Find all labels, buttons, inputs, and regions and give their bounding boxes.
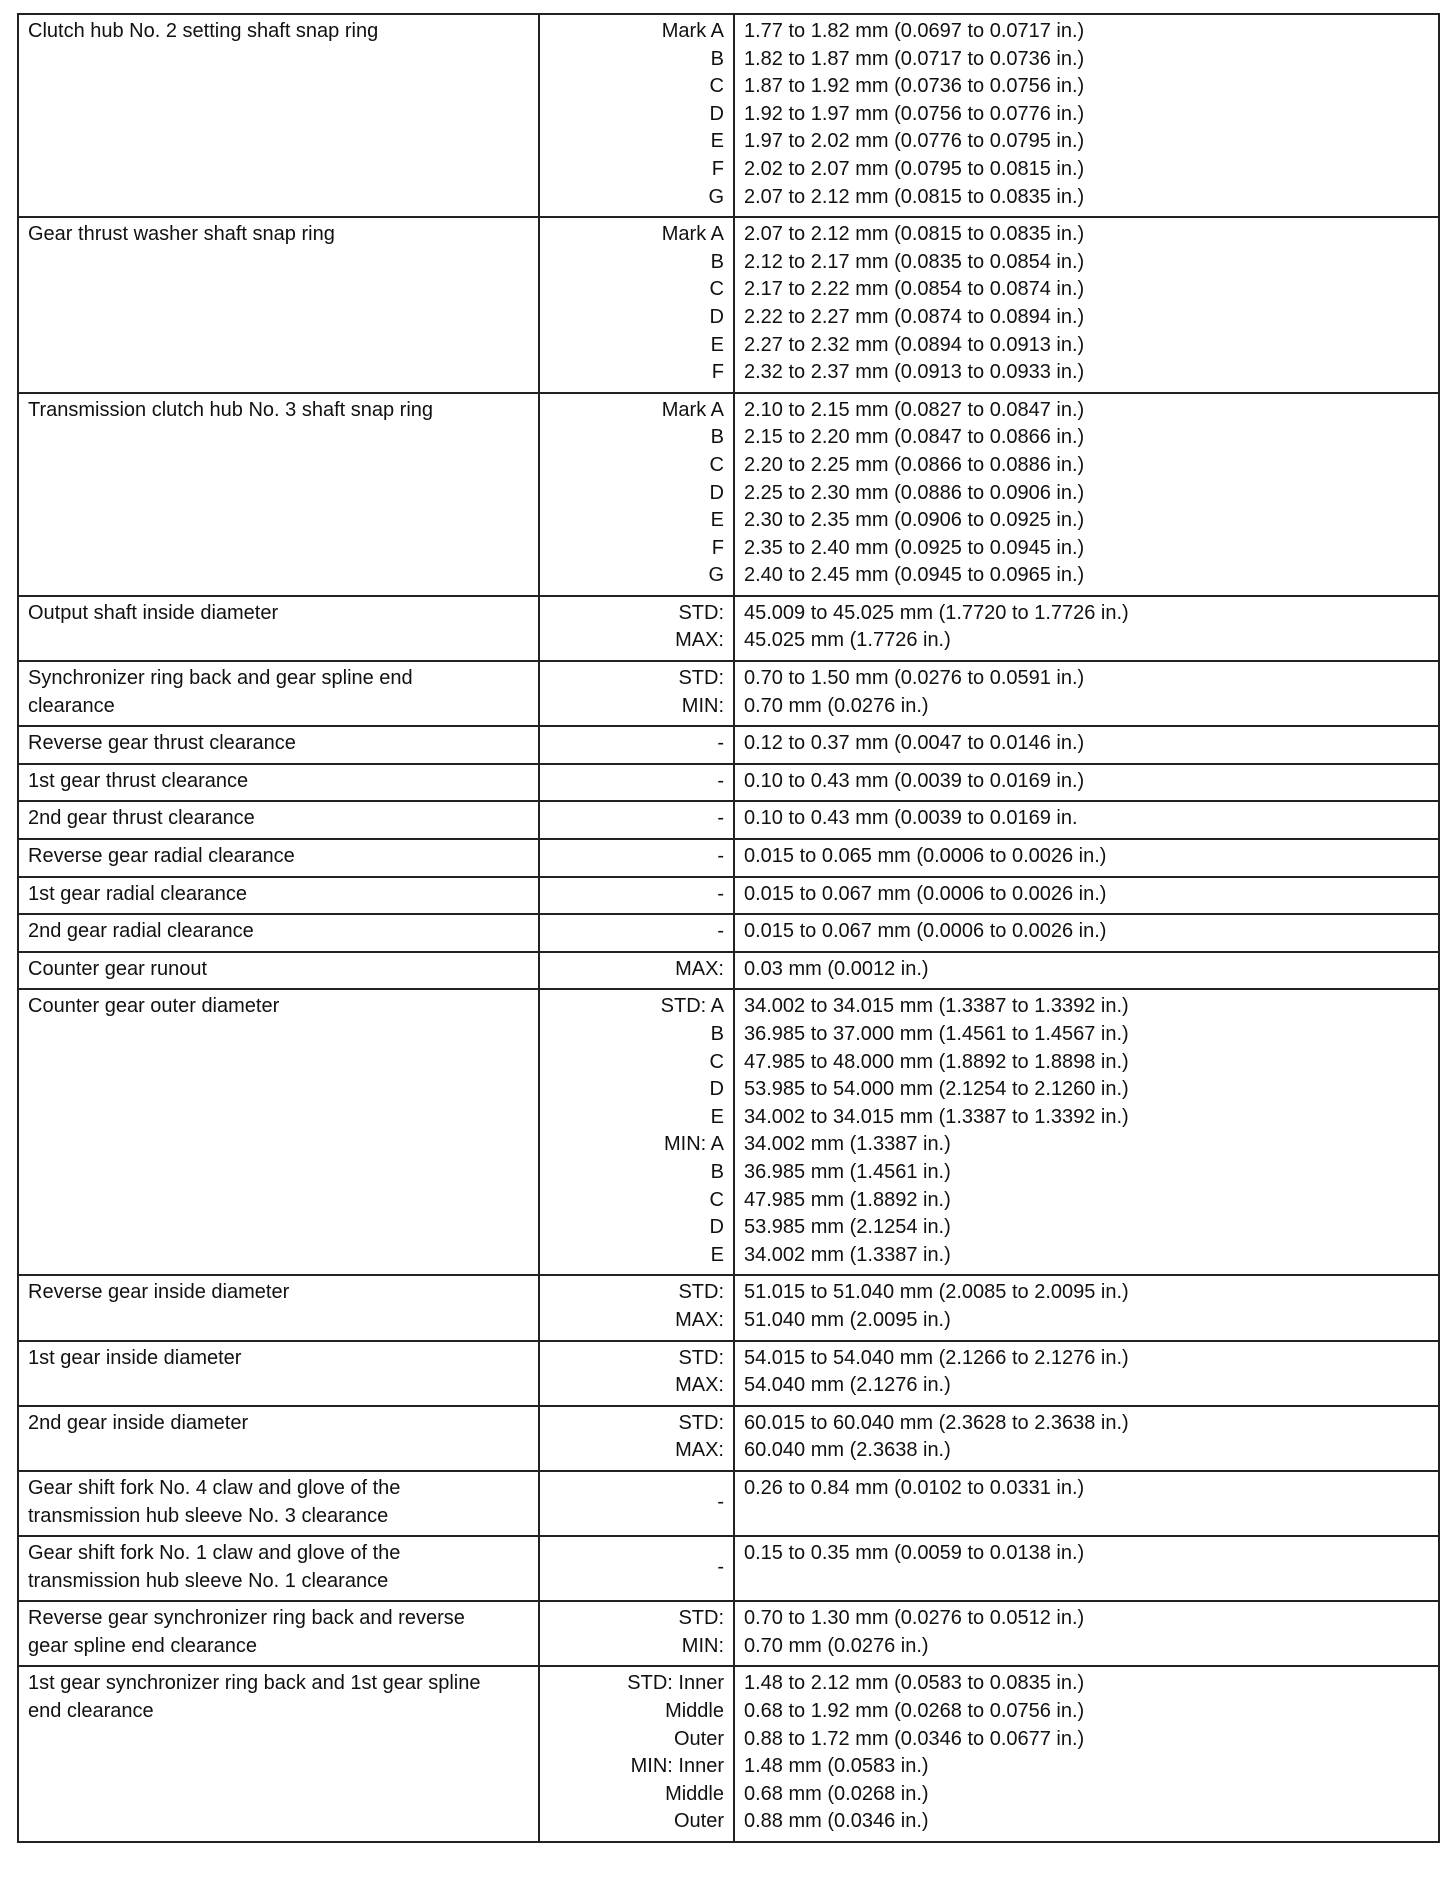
spec-value: 1.48 to 2.12 mm (0.0583 to 0.0835 in.) bbox=[744, 1672, 1085, 1695]
spec-value: 60.015 to 60.040 mm (2.3628 to 2.3638 in.) bbox=[744, 1411, 1129, 1434]
condition-label: STD: bbox=[678, 667, 724, 690]
condition-label: Outer bbox=[673, 1727, 724, 1750]
value-cell bbox=[734, 596, 1439, 661]
condition-cell bbox=[539, 726, 734, 764]
spec-value: 2.32 to 2.37 mm (0.0913 to 0.0933 in.) bbox=[744, 361, 1085, 384]
item-cell bbox=[18, 764, 539, 802]
value-cell bbox=[734, 801, 1439, 839]
condition-cell bbox=[539, 1471, 734, 1536]
spec-value: 54.040 mm (2.1276 in.) bbox=[744, 1374, 951, 1397]
condition-cell bbox=[539, 14, 734, 217]
condition-label: C bbox=[709, 1050, 724, 1073]
table-row bbox=[18, 1536, 1439, 1601]
condition-cell bbox=[539, 1536, 734, 1601]
item-label-line: Gear shift fork No. 1 claw and glove of the bbox=[28, 1542, 401, 1565]
condition-label: - bbox=[717, 882, 724, 905]
condition-label: STD: bbox=[678, 1281, 724, 1304]
spec-value: 2.40 to 2.45 mm (0.0945 to 0.0965 in.) bbox=[744, 564, 1085, 587]
item-label-line: clearance bbox=[28, 694, 115, 717]
condition-label: G bbox=[708, 185, 724, 208]
spec-value: 2.27 to 2.32 mm (0.0894 to 0.0913 in.) bbox=[744, 333, 1085, 356]
spec-value: 53.985 to 54.000 mm (2.1254 to 2.1260 in.) bbox=[744, 1078, 1129, 1101]
spec-value: 34.002 mm (1.3387 in.) bbox=[744, 1133, 951, 1156]
spec-value: 34.002 to 34.015 mm (1.3387 to 1.3392 in.) bbox=[744, 1105, 1129, 1128]
condition-label: Mark A bbox=[661, 398, 724, 421]
item-label-line: transmission hub sleeve No. 1 clearance bbox=[28, 1569, 389, 1592]
condition-label: - bbox=[717, 845, 724, 868]
item-cell bbox=[18, 801, 539, 839]
item-label: Counter gear runout bbox=[28, 957, 208, 980]
condition-label: C bbox=[709, 75, 724, 98]
item-label: 1st gear thrust clearance bbox=[28, 769, 249, 792]
spec-value: 0.70 to 1.30 mm (0.0276 to 0.0512 in.) bbox=[744, 1607, 1085, 1630]
spec-value: 0.70 to 1.50 mm (0.0276 to 0.0591 in.) bbox=[744, 667, 1085, 690]
item-label-line: transmission hub sleeve No. 3 clearance bbox=[28, 1504, 389, 1527]
spec-value: 53.985 mm (2.1254 in.) bbox=[744, 1216, 951, 1239]
spec-value: 36.985 to 37.000 mm (1.4561 to 1.4567 in.) bbox=[744, 1023, 1129, 1045]
condition-label: MAX: bbox=[675, 1374, 724, 1397]
condition-cell bbox=[539, 661, 734, 726]
spec-value: 1.82 to 1.87 mm (0.0717 to 0.0736 in.) bbox=[744, 47, 1085, 70]
item-cell bbox=[18, 726, 539, 764]
spec-value: 47.985 mm (1.8892 in.) bbox=[744, 1188, 951, 1211]
value-cell bbox=[734, 661, 1439, 726]
spec-value: 2.22 to 2.27 mm (0.0874 to 0.0894 in.) bbox=[744, 305, 1085, 328]
spec-value: 2.10 to 2.15 mm (0.0827 to 0.0847 in.) bbox=[744, 398, 1085, 421]
condition-label: G bbox=[708, 564, 724, 587]
item-cell bbox=[18, 1471, 539, 1536]
item-label-line: end clearance bbox=[28, 1700, 154, 1723]
table-row bbox=[18, 989, 1439, 1275]
spec-value: 34.002 to 34.015 mm (1.3387 to 1.3392 in.) bbox=[744, 995, 1129, 1018]
condition-label: STD: bbox=[678, 1607, 724, 1630]
spec-value: 0.15 to 0.35 mm (0.0059 to 0.0138 in.) bbox=[744, 1542, 1085, 1565]
table-row bbox=[18, 217, 1439, 393]
table-row bbox=[18, 726, 1439, 764]
spec-value: 0.88 to 1.72 mm (0.0346 to 0.0677 in.) bbox=[744, 1727, 1085, 1750]
value-cell bbox=[734, 217, 1439, 393]
item-cell bbox=[18, 14, 539, 217]
spec-value: 2.35 to 2.40 mm (0.0925 to 0.0945 in.) bbox=[744, 536, 1085, 559]
condition-cell bbox=[539, 914, 734, 952]
item-cell bbox=[18, 1341, 539, 1406]
value-cell bbox=[734, 393, 1439, 596]
table-row bbox=[18, 952, 1439, 990]
item-label: Reverse gear thrust clearance bbox=[28, 732, 296, 755]
item-label: Reverse gear radial clearance bbox=[28, 845, 295, 868]
spec-value: 54.015 to 54.040 mm (2.1266 to 2.1276 in.) bbox=[744, 1346, 1129, 1369]
condition-label: Outer bbox=[673, 1810, 724, 1833]
spec-table bbox=[17, 13, 1440, 1843]
spec-value: 1.87 to 1.92 mm (0.0736 to 0.0756 in.) bbox=[744, 75, 1085, 98]
condition-label: MIN: Inner bbox=[630, 1755, 724, 1778]
item-label: 2nd gear thrust clearance bbox=[28, 807, 255, 830]
spec-value: 51.040 mm (2.0095 in.) bbox=[744, 1308, 951, 1331]
table-row bbox=[18, 877, 1439, 915]
item-cell bbox=[18, 989, 539, 1275]
spec-value: 0.015 to 0.065 mm (0.0006 to 0.0026 in.) bbox=[744, 845, 1107, 868]
condition-label: B bbox=[710, 1023, 724, 1045]
item-label: 1st gear inside diameter bbox=[28, 1346, 242, 1369]
item-cell bbox=[18, 596, 539, 661]
condition-label: MAX: bbox=[675, 1308, 724, 1331]
condition-label: B bbox=[710, 250, 724, 273]
spec-value: 0.03 mm (0.0012 in.) bbox=[744, 957, 929, 980]
item-cell bbox=[18, 877, 539, 915]
condition-label: E bbox=[710, 130, 724, 153]
condition-label: B bbox=[710, 426, 724, 449]
spec-value: 2.07 to 2.12 mm (0.0815 to 0.0835 in.) bbox=[744, 223, 1085, 246]
item-cell bbox=[18, 661, 539, 726]
condition-label: C bbox=[709, 278, 724, 301]
spec-value: 2.20 to 2.25 mm (0.0866 to 0.0886 in.) bbox=[744, 453, 1085, 476]
spec-value: 2.02 to 2.07 mm (0.0795 to 0.0815 in.) bbox=[744, 157, 1085, 180]
condition-label: - bbox=[717, 1490, 724, 1513]
spec-value: 0.70 mm (0.0276 in.) bbox=[744, 694, 929, 717]
condition-label: - bbox=[717, 732, 724, 755]
condition-cell bbox=[539, 1666, 734, 1842]
item-label-line: 1st gear synchronizer ring back and 1st gear spline bbox=[28, 1672, 481, 1695]
value-cell bbox=[734, 1341, 1439, 1406]
spec-value: 0.015 to 0.067 mm (0.0006 to 0.0026 in.) bbox=[744, 920, 1107, 943]
condition-label: E bbox=[710, 1105, 724, 1128]
condition-cell bbox=[539, 393, 734, 596]
condition-label: - bbox=[717, 920, 724, 943]
spec-value: 0.12 to 0.37 mm (0.0047 to 0.0146 in.) bbox=[744, 732, 1085, 755]
table-row bbox=[18, 393, 1439, 596]
condition-label: STD: bbox=[678, 1346, 724, 1369]
spec-value: 34.002 mm (1.3387 in.) bbox=[744, 1243, 951, 1266]
condition-label: STD: A bbox=[660, 995, 724, 1018]
condition-label: D bbox=[709, 305, 724, 328]
item-label-line: Synchronizer ring back and gear spline end bbox=[28, 667, 413, 690]
condition-label: E bbox=[710, 509, 724, 532]
table-row bbox=[18, 1601, 1439, 1666]
value-cell bbox=[734, 1275, 1439, 1340]
spec-value: 1.77 to 1.82 mm (0.0697 to 0.0717 in.) bbox=[744, 20, 1085, 42]
condition-label: MIN: bbox=[681, 694, 724, 717]
item-cell bbox=[18, 1536, 539, 1601]
item-cell bbox=[18, 393, 539, 596]
item-cell bbox=[18, 839, 539, 877]
table-row bbox=[18, 596, 1439, 661]
item-cell bbox=[18, 1275, 539, 1340]
spec-value: 0.015 to 0.067 mm (0.0006 to 0.0026 in.) bbox=[744, 882, 1107, 905]
spec-value: 2.17 to 2.22 mm (0.0854 to 0.0874 in.) bbox=[744, 278, 1085, 301]
spec-value: 51.015 to 51.040 mm (2.0085 to 2.0095 in.) bbox=[744, 1281, 1129, 1304]
condition-cell bbox=[539, 877, 734, 915]
value-cell bbox=[734, 839, 1439, 877]
value-cell bbox=[734, 1536, 1439, 1601]
table-row bbox=[18, 1406, 1439, 1471]
condition-label: F bbox=[711, 361, 724, 384]
condition-label: MAX: bbox=[675, 1439, 724, 1462]
spec-value: 0.68 to 1.92 mm (0.0268 to 0.0756 in.) bbox=[744, 1700, 1085, 1723]
condition-label: D bbox=[709, 1216, 724, 1239]
spec-value: 45.009 to 45.025 mm (1.7720 to 1.7726 in.) bbox=[744, 601, 1129, 624]
spec-value: 60.040 mm (2.3638 in.) bbox=[744, 1439, 951, 1462]
condition-label: F bbox=[711, 536, 724, 559]
value-cell bbox=[734, 1471, 1439, 1536]
spec-value: 0.70 mm (0.0276 in.) bbox=[744, 1634, 929, 1657]
value-cell bbox=[734, 1666, 1439, 1842]
item-cell bbox=[18, 952, 539, 990]
spec-value: 2.25 to 2.30 mm (0.0886 to 0.0906 in.) bbox=[744, 481, 1085, 504]
condition-label: STD: bbox=[678, 601, 724, 624]
value-cell bbox=[734, 764, 1439, 802]
condition-label: D bbox=[709, 1078, 724, 1101]
item-label: Gear thrust washer shaft snap ring bbox=[28, 223, 335, 246]
spec-value: 47.985 to 48.000 mm (1.8892 to 1.8898 in.) bbox=[744, 1050, 1129, 1073]
item-label: Output shaft inside diameter bbox=[28, 601, 279, 624]
item-label: Clutch hub No. 2 setting shaft snap ring bbox=[28, 20, 379, 42]
spec-value: 36.985 mm (1.4561 in.) bbox=[744, 1160, 951, 1183]
condition-cell bbox=[539, 1275, 734, 1340]
condition-label: Mark A bbox=[661, 20, 724, 42]
condition-cell bbox=[539, 839, 734, 877]
condition-label: B bbox=[710, 47, 724, 70]
item-cell bbox=[18, 1666, 539, 1842]
condition-cell bbox=[539, 217, 734, 393]
value-cell bbox=[734, 914, 1439, 952]
condition-cell bbox=[539, 1341, 734, 1406]
item-label: 2nd gear inside diameter bbox=[28, 1411, 249, 1434]
condition-cell bbox=[539, 801, 734, 839]
item-label-line: gear spline end clearance bbox=[28, 1634, 258, 1657]
value-cell bbox=[734, 1406, 1439, 1471]
condition-label: E bbox=[710, 1243, 724, 1266]
table-row bbox=[18, 661, 1439, 726]
item-cell bbox=[18, 217, 539, 393]
table-row bbox=[18, 1275, 1439, 1340]
table-row bbox=[18, 1471, 1439, 1536]
spec-value: 0.26 to 0.84 mm (0.0102 to 0.0331 in.) bbox=[744, 1476, 1085, 1499]
condition-cell bbox=[539, 764, 734, 802]
spec-value: 45.025 mm (1.7726 in.) bbox=[744, 629, 951, 652]
spec-value: 0.88 mm (0.0346 in.) bbox=[744, 1810, 929, 1833]
item-label: Reverse gear inside diameter bbox=[28, 1281, 290, 1304]
value-cell bbox=[734, 726, 1439, 764]
item-label: Counter gear outer diameter bbox=[28, 995, 280, 1018]
table-row bbox=[18, 839, 1439, 877]
spec-value: 0.10 to 0.43 mm (0.0039 to 0.0169 in.) bbox=[744, 769, 1085, 792]
condition-label: STD: Inner bbox=[627, 1672, 724, 1695]
table-row bbox=[18, 1666, 1439, 1842]
condition-label: B bbox=[710, 1160, 724, 1183]
condition-label: - bbox=[717, 807, 724, 830]
condition-label: C bbox=[709, 453, 724, 476]
item-label: 1st gear radial clearance bbox=[28, 882, 248, 905]
condition-label: MIN: A bbox=[663, 1133, 724, 1156]
spec-value: 1.48 mm (0.0583 in.) bbox=[744, 1755, 929, 1778]
condition-label: F bbox=[711, 157, 724, 180]
item-label: Transmission clutch hub No. 3 shaft snap ring bbox=[28, 398, 434, 421]
item-label: 2nd gear radial clearance bbox=[28, 920, 254, 943]
item-cell bbox=[18, 914, 539, 952]
spec-value: 2.15 to 2.20 mm (0.0847 to 0.0866 in.) bbox=[744, 426, 1085, 449]
condition-cell bbox=[539, 596, 734, 661]
spec-table-body bbox=[18, 14, 1439, 1842]
item-label-line: Gear shift fork No. 4 claw and glove of the bbox=[28, 1476, 401, 1499]
condition-label: C bbox=[709, 1188, 724, 1211]
table-row bbox=[18, 801, 1439, 839]
spec-value: 1.97 to 2.02 mm (0.0776 to 0.0795 in.) bbox=[744, 130, 1085, 153]
spec-value: 0.10 to 0.43 mm (0.0039 to 0.0169 in. bbox=[744, 807, 1078, 830]
condition-cell bbox=[539, 1406, 734, 1471]
condition-label: Mark A bbox=[661, 223, 724, 246]
condition-label: D bbox=[709, 481, 724, 504]
spec-value: 2.07 to 2.12 mm (0.0815 to 0.0835 in.) bbox=[744, 185, 1085, 208]
table-row bbox=[18, 764, 1439, 802]
condition-label: - bbox=[717, 1555, 724, 1578]
condition-label: Middle bbox=[665, 1700, 724, 1723]
condition-cell bbox=[539, 1601, 734, 1666]
value-cell bbox=[734, 1601, 1439, 1666]
item-cell bbox=[18, 1601, 539, 1666]
value-cell bbox=[734, 989, 1439, 1275]
value-cell bbox=[734, 14, 1439, 217]
spec-value: 2.30 to 2.35 mm (0.0906 to 0.0925 in.) bbox=[744, 509, 1085, 532]
spec-value: 2.12 to 2.17 mm (0.0835 to 0.0854 in.) bbox=[744, 250, 1085, 273]
value-cell bbox=[734, 877, 1439, 915]
condition-cell bbox=[539, 989, 734, 1275]
condition-label: E bbox=[710, 333, 724, 356]
condition-label: MIN: bbox=[681, 1634, 724, 1657]
item-label-line: Reverse gear synchronizer ring back and reverse bbox=[28, 1607, 465, 1630]
table-row bbox=[18, 14, 1439, 217]
condition-label: - bbox=[717, 769, 724, 792]
spec-value: 1.92 to 1.97 mm (0.0756 to 0.0776 in.) bbox=[744, 102, 1085, 125]
table-row bbox=[18, 914, 1439, 952]
condition-label: Middle bbox=[665, 1782, 724, 1805]
condition-label: STD: bbox=[678, 1411, 724, 1434]
table-row bbox=[18, 1341, 1439, 1406]
condition-cell bbox=[539, 952, 734, 990]
condition-label: D bbox=[709, 102, 724, 125]
item-cell bbox=[18, 1406, 539, 1471]
condition-label: MAX: bbox=[675, 629, 724, 652]
value-cell bbox=[734, 952, 1439, 990]
condition-label: MAX: bbox=[675, 957, 724, 980]
spec-value: 0.68 mm (0.0268 in.) bbox=[744, 1782, 929, 1805]
